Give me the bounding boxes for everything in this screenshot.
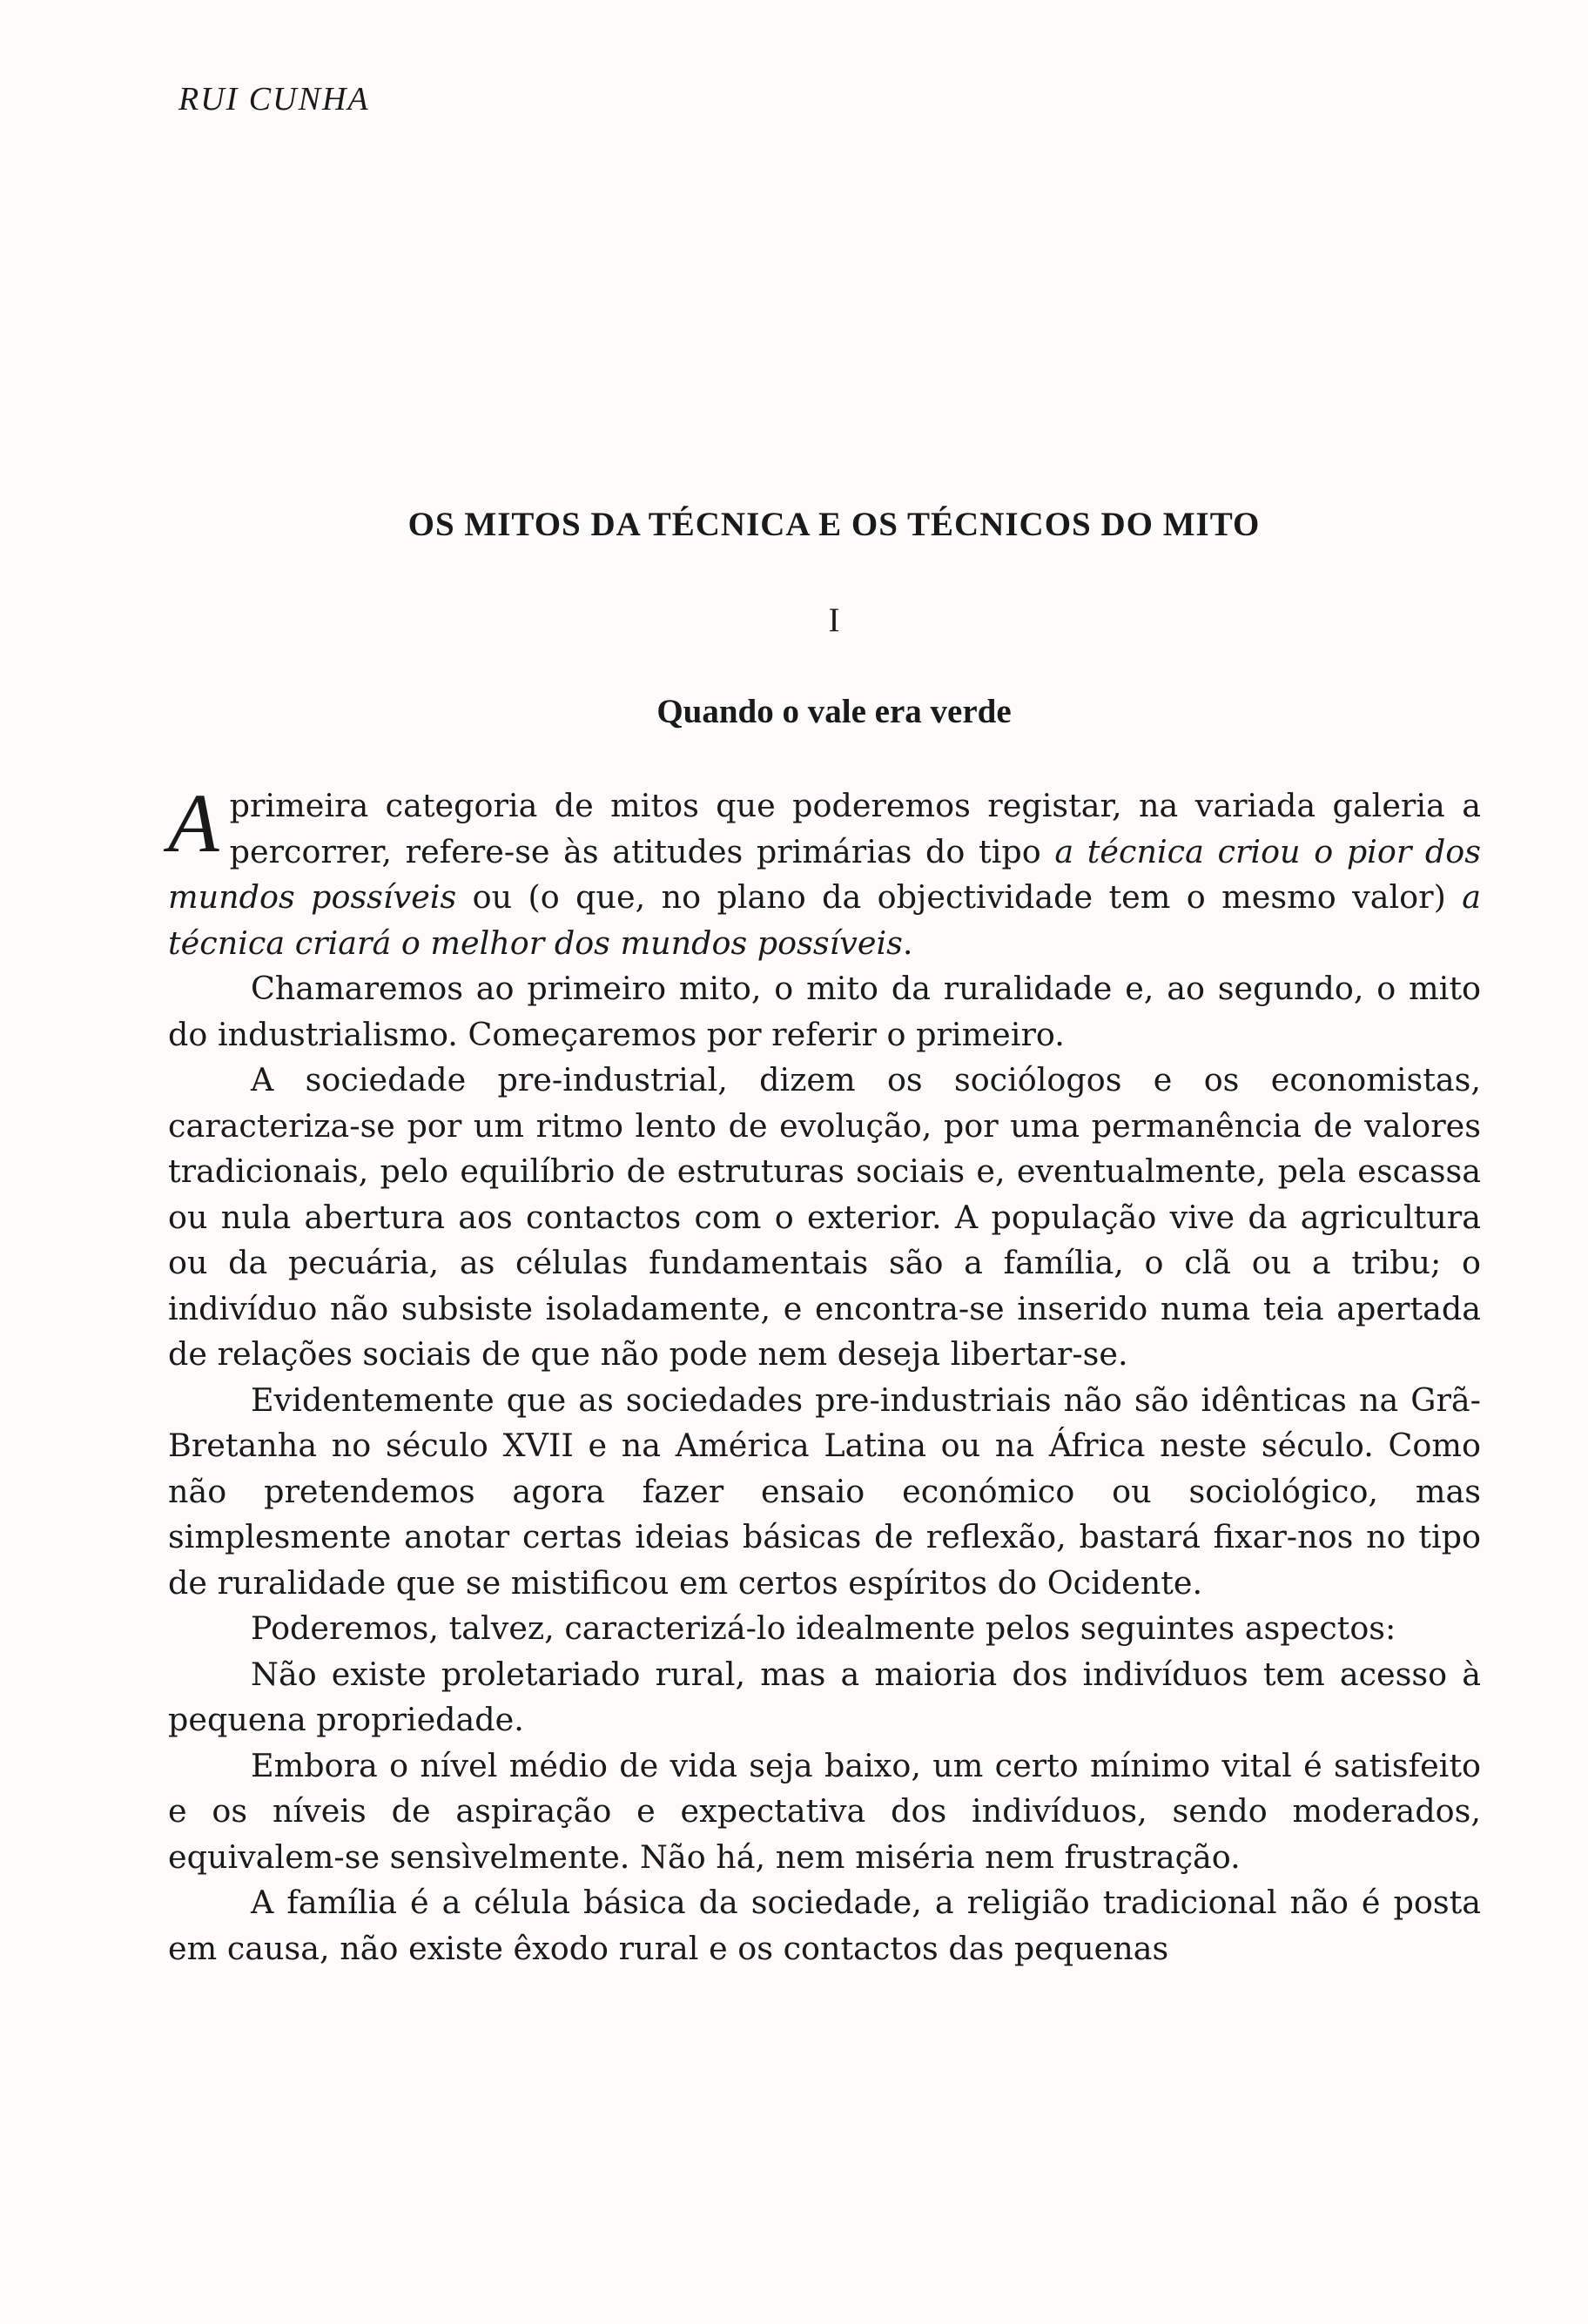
article-title: OS MITOS DA TÉCNICA E OS TÉCNICOS DO MITO [407, 506, 1261, 543]
paragraph-1-text-b: ou (o que, no plano da objectividade tem o mesmo valor) [456, 878, 1463, 916]
paragraph-1-italic-b: a técnica criará o melhor dos mundos possíveis [168, 878, 1481, 962]
paragraph-1-italic-a: a técnica criou o pior dos mundos possíveis [168, 832, 1481, 916]
paragraph-5: Poderemos, talvez, caracterizá-lo idealmente pelos seguintes aspectos: [251, 1609, 1396, 1647]
paragraph-8: A família é a célula básica da sociedade, a religião tradicional não é posta em causa, não existe êxodo rural e os contactos das pequenas [168, 1884, 1481, 1967]
paragraph-1 [168, 776, 1481, 966]
paragraph-3: A sociedade pre-industrial, dizem os sociólogos e os economistas, caracteriza-se por um ritmo lento de evolução, por uma permanência de valores tradicionais, pelo equilíbrio de estruturas sociais e, eventualmente, pela escassa ou nula abertura aos contactos com o exterior. A população vive da agricultura ou da pecuária, as células fundamentais são a família, o clã ou a tribu; o indivíduo não subsiste isoladamente, e encontra-se inserido numa teia apertada de relações sociais de que não pode nem deseja libertar-se. [168, 1061, 1481, 1373]
drop-cap: A [168, 776, 219, 870]
paragraph-1-text-c: . [902, 924, 913, 962]
paragraph-7: Embora o nível médio de vida seja baixo, um certo mínimo vital é satisfeito e os níveis de aspiração e expectativa dos indivíduos, sendo moderados, equivalem-se sensìvelmente. Não há, nem miséria nem frustração. [168, 1746, 1481, 1876]
running-head: RUI CUNHA [178, 81, 370, 118]
paragraph-1-text-a: primeira categoria de mitos que poderemos registar, na variada galeria a percorrer, refere-se às atitudes primárias do tipo [229, 787, 1481, 870]
section-number: I [828, 601, 840, 639]
paragraph-6: Não existe proletariado rural, mas a maioria dos indivíduos tem acesso à pequena propriedade. [168, 1655, 1481, 1738]
body-text [168, 776, 1481, 1971]
paragraph-2: Chamaremos ao primeiro mito, o mito da ruralidade e, ao segundo, o mito do industrialismo. Começaremos por referir o primeiro. [168, 970, 1481, 1053]
paragraph-4: Evidentemente que as sociedades pre-industriais não são idênticas na Grã-Bretanha no século XVII e na América Latina ou na África neste século. Como não pretendemos agora fazer ensaio económico ou sociológico, mas simplesmente anotar certas ideias básicas de reflexão, bastará fixar-nos no tipo de ruralidade que se mistificou em certos espíritos do Ocidente. [168, 1380, 1481, 1602]
section-title: Quando o vale era verde [656, 693, 1012, 730]
